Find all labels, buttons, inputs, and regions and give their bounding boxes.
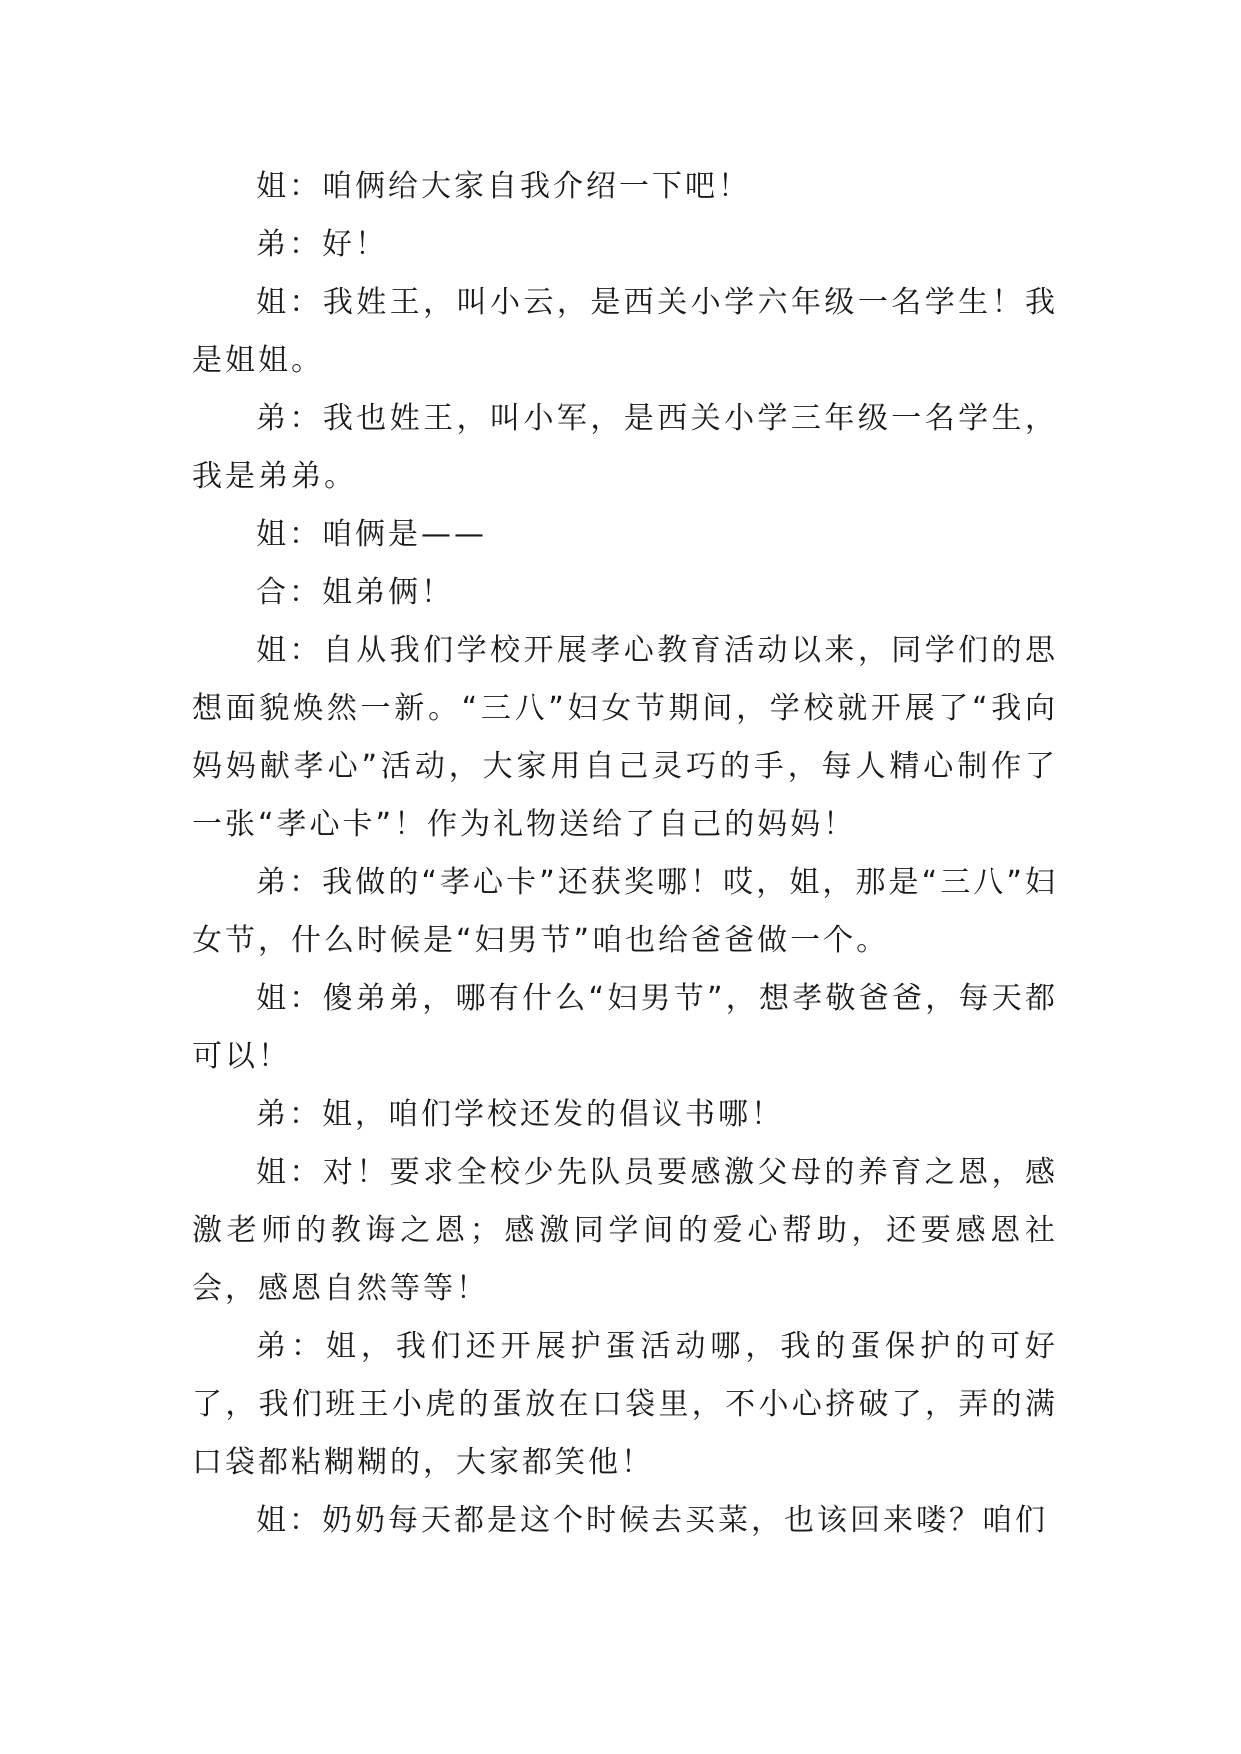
dialogue-line: 弟：我做的“孝心卡”还获奖哪！哎，姐，那是“三八”妇女节，什么时候是“妇男节”咱也给爸爸做一个。 [192,865,1058,958]
script-text [192,158,1058,1550]
dialogue-line: 姐：咱俩给大家自我介绍一下吧！ [256,169,751,204]
dialogue-line: 姐：自从我们学校开展孝心教育活动以来，同学们的思想面貌焕然一新。“三八”妇女节期间，学校就开展了“我向妈妈献孝心”活动，大家用自己灵巧的手，每人精心制作了一张“孝心卡”！作为礼物送给了自己的妈妈！ [192,633,1058,842]
dialogue-line: 姐：咱俩是—— [256,517,487,552]
dialogue-line: 姐：奶奶每天都是这个时候去买菜，也该回来喽？咱们 [256,1503,1048,1538]
dialogue-line: 合：姐弟俩！ [256,575,454,610]
dialogue-line: 姐：对！要求全校少先队员要感激父母的养育之恩，感激老师的教诲之恩；感激同学间的爱心帮助，还要感恩社会，感恩自然等等！ [192,1155,1058,1306]
dialogue-line: 姐：我姓王，叫小云，是西关小学六年级一名学生！我是姐姐。 [192,285,1058,378]
dialogue-line: 弟：我也姓王，叫小军，是西关小学三年级一名学生，我是弟弟。 [192,401,1058,494]
dialogue-line: 弟：好！ [256,227,388,262]
dialogue-line: 弟：姐，咱们学校还发的倡议书哪！ [256,1097,784,1132]
dialogue-line: 弟：姐，我们还开展护蛋活动哪，我的蛋保护的可好了，我们班王小虎的蛋放在口袋里，不小心挤破了，弄的满口袋都粘糊糊的，大家都笑他！ [192,1329,1058,1480]
dialogue-line: 姐：傻弟弟，哪有什么“妇男节”，想孝敬爸爸，每天都可以！ [192,981,1058,1074]
